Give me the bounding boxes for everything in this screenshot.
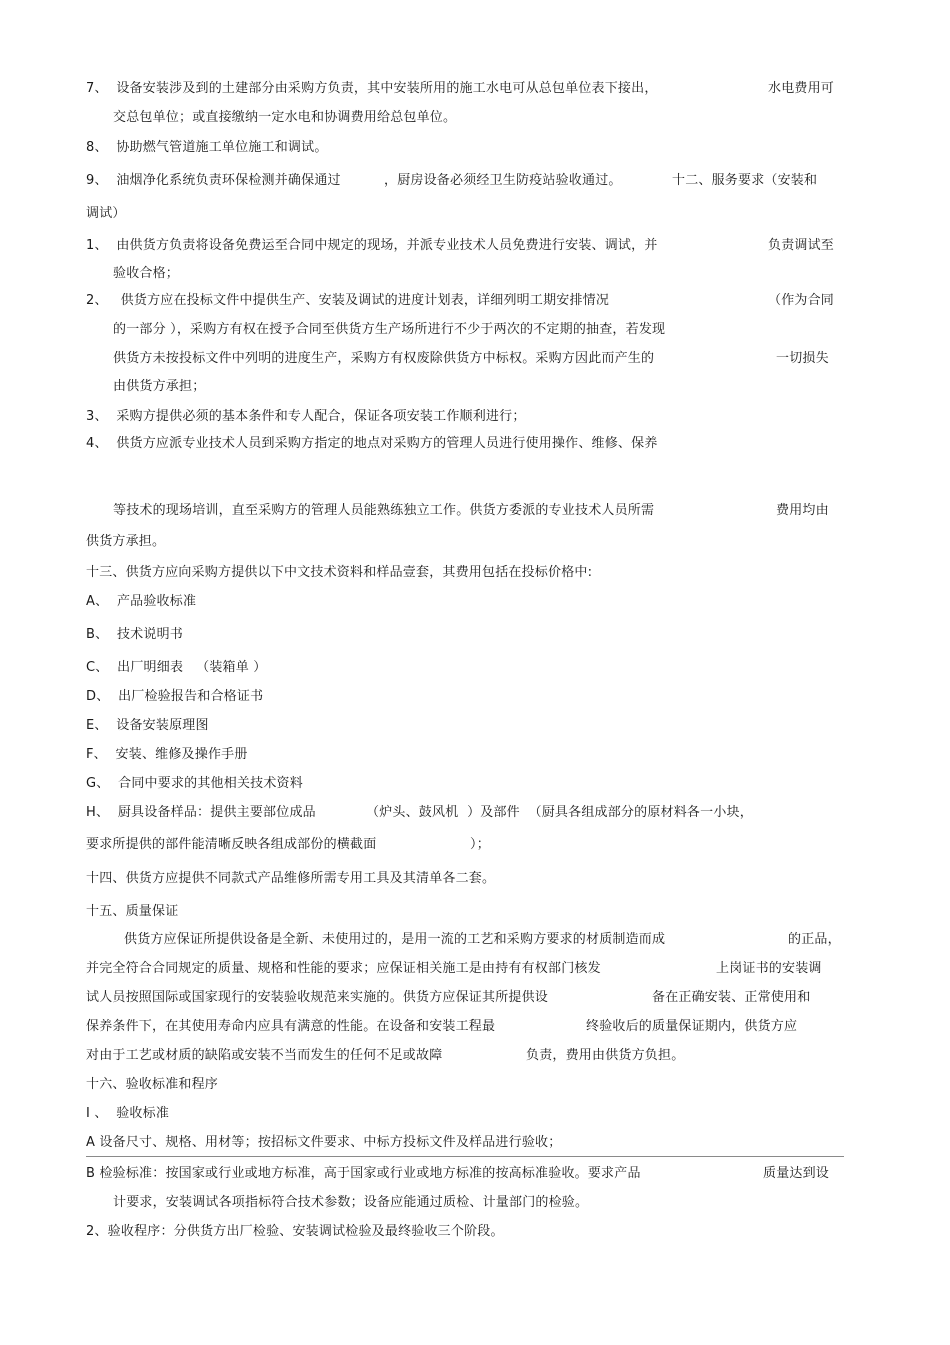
- text-line-right: 终验收后的质量保证期内，供货方应: [586, 1019, 798, 1034]
- text-line-right: 一切损失: [776, 351, 829, 366]
- text-line-mid: ，厨房设备必须经卫生防疫站验收通过。: [384, 173, 622, 188]
- text-line: 1、 由供货方负责将设备免费运至合同中规定的现场，并派专业技术人员免费进行安装、调试，并: [86, 238, 658, 253]
- section-heading: 十三、供货方应向采购方提供以下中文技术资料和样品壹套，其费用包括在投标价格中:: [86, 565, 593, 580]
- text-line: 由供货方承担；: [113, 379, 206, 394]
- text-line: 等技术的现场培训，直至采购方的管理人员能熟练独立工作。供货方委派的专业技术人员所需: [113, 503, 655, 518]
- text-line: 4、 供货方应派专业技术人员到采购方指定的地点对采购方的管理人员进行使用操作、维修、保养: [86, 436, 658, 451]
- text-line: 验收合格；: [113, 266, 180, 281]
- text-line-right: 负责，费用由供货方负担。: [526, 1048, 685, 1063]
- text-line: 7、 设备安装涉及到的土建部分由采购方负责，其中安装所用的施工水电可从总包单位表下接出，: [86, 81, 658, 96]
- text-line: 2、 供货方应在投标文件中提供生产、安装及调试的进度计划表，详细列明工期安排情况: [86, 293, 610, 308]
- list-item: G、 合同中要求的其他相关技术资料: [86, 776, 303, 791]
- text-line: 对由于工艺或材质的缺陷或安装不当而发生的任何不足或故障: [86, 1048, 443, 1063]
- text-line-right: 备在正确安装、正常使用和: [652, 990, 811, 1005]
- text-line: A 设备尺寸、规格、用材等；按招标文件要求、中标方投标文件及样品进行验收；: [86, 1135, 562, 1150]
- text-line: 9、 油烟净化系统负责环保检测并确保通过: [86, 173, 341, 188]
- list-item: H、 厨具设备样品：提供主要部位成品: [86, 805, 316, 820]
- text-line: 2、验收程序：分供货方出厂检验、安装调试检验及最终验收三个阶段。: [86, 1224, 504, 1239]
- text-line: 供货方承担。: [86, 534, 166, 549]
- text-line: 供货方应保证所提供设备是全新、未使用过的，是用一流的工艺和采购方要求的材质制造而成: [124, 932, 666, 947]
- list-item: C、 出厂明细表 （装箱单 ）: [86, 660, 267, 675]
- text-line: I 、 验收标准: [86, 1106, 170, 1121]
- text-line: 试人员按照国际或国家现行的安装验收规范来实施的。供货方应保证其所提供设: [86, 990, 549, 1005]
- section-heading: 十五、质量保证: [86, 904, 179, 919]
- text-line-right: 负责调试至: [768, 238, 835, 253]
- text-line-right: （作为合同: [768, 293, 835, 308]
- text-line: 的一部分 ），采购方有权在授予合同至供货方生产场所进行不少于两次的不定期的抽查，若发现: [113, 322, 666, 337]
- text-line: 供货方未按投标文件中列明的进度生产，采购方有权废除供货方中标权。采购方因此而产生的: [113, 351, 655, 366]
- text-line-right: 十二、服务要求（安装和: [672, 173, 818, 188]
- list-item: E、 设备安装原理图: [86, 718, 209, 733]
- text-line: 交总包单位；或直接缴纳一定水电和协调费用给总包单位。: [113, 110, 457, 125]
- text-line-right: ）；: [470, 837, 490, 852]
- text-line: 3、 采购方提供必须的基本条件和专人配合，保证各项安装工作顺利进行；: [86, 409, 526, 424]
- list-item: F、 安装、维修及操作手册: [86, 747, 248, 762]
- text-line: 保养条件下，在其使用寿命内应具有满意的性能。在设备和安装工程最: [86, 1019, 496, 1034]
- section-heading: 十六、验收标准和程序: [86, 1077, 219, 1092]
- text-line: 8、 协助燃气管道施工单位施工和调试。: [86, 140, 328, 155]
- text-line: 要求所提供的部件能清晰反映各组成部份的横截面: [86, 837, 377, 852]
- text-line-right: 质量达到设: [763, 1166, 830, 1181]
- text-line: 调试）: [86, 206, 126, 221]
- list-item: B、 技术说明书: [86, 627, 183, 642]
- text-line-right: 的正品，: [788, 932, 841, 947]
- text-line-right: 费用均由: [776, 503, 829, 518]
- divider: [86, 1156, 844, 1157]
- list-item: D、 出厂检验报告和合格证书: [86, 689, 264, 704]
- list-item-right: （炉头、鼓风机 ）及部件 （厨具各组成部分的原材料各一小块，: [366, 805, 753, 820]
- text-line: B 检验标准：按国家或行业或地方标准，高于国家或行业或地方标准的按高标准验收。要求产品: [86, 1166, 641, 1181]
- text-line: 计要求，安装调试各项指标符合技术参数；设备应能通过质检、计量部门的检验。: [113, 1195, 589, 1210]
- text-line-right: 水电费用可: [768, 81, 835, 96]
- list-item: A、 产品验收标准: [86, 594, 197, 609]
- text-line: 并完全符合合同规定的质量、规格和性能的要求；应保证相关施工是由持有有权部门核发: [86, 961, 601, 976]
- text-line-right: 上岗证书的安装调: [716, 961, 822, 976]
- section-heading: 十四、供货方应提供不同款式产品维修所需专用工具及其清单各二套。: [86, 871, 496, 886]
